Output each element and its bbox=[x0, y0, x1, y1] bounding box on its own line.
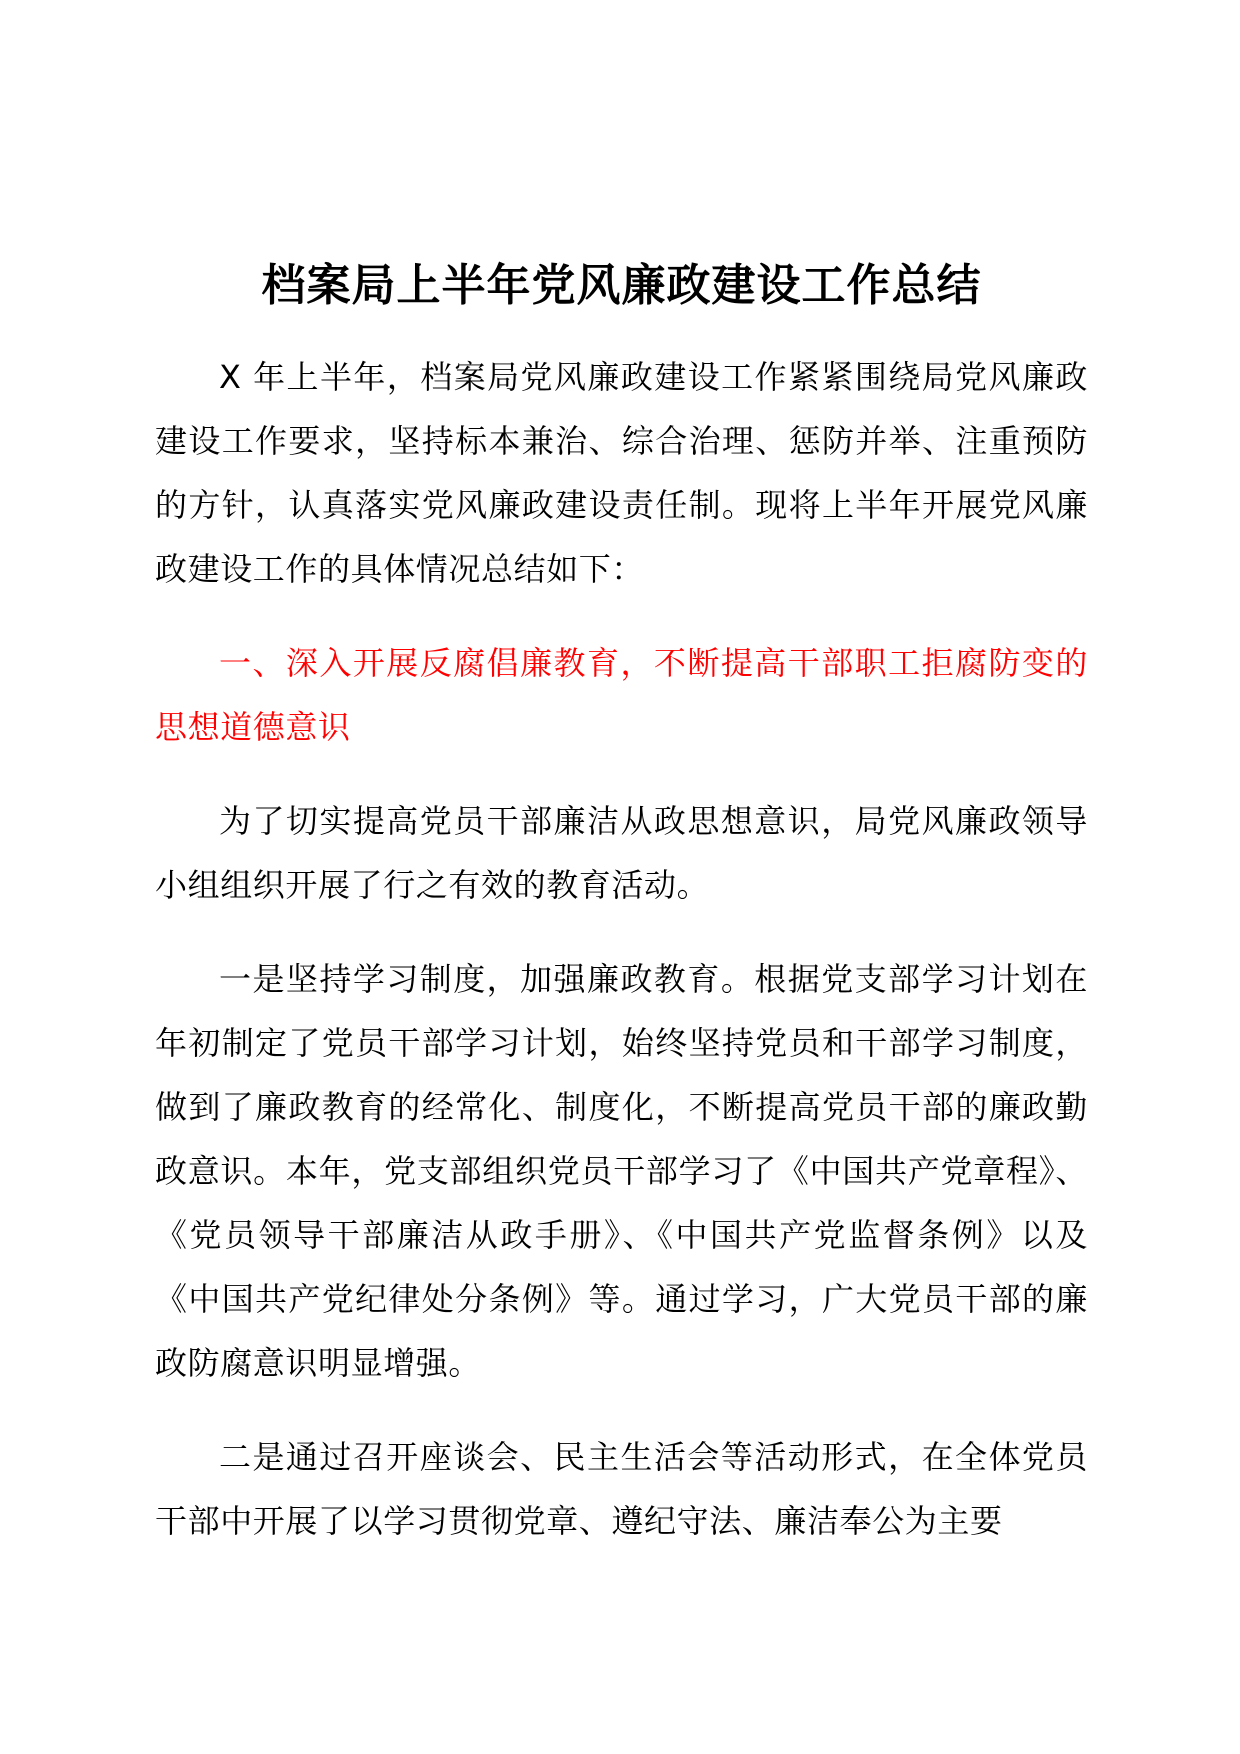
body-paragraph-1: 为了切实提高党员干部廉洁从政思想意识，局党风廉政领导小组组织开展了行之有效的教育活动。 bbox=[155, 802, 1088, 904]
intro-paragraph: X 年上半年，档案局党风廉政建设工作紧紧围绕局党风廉政建设工作要求，坚持标本兼治、综合治理、惩防并举、注重预防的方针，认真落实党风廉政建设责任制。现将上半年开展党风廉政建设工作的具体情况总结如下： bbox=[155, 358, 1088, 588]
body-paragraph-2: 一是坚持学习制度，加强廉政教育。根据党支部学习计划在年初制定了党员干部学习计划，始终坚持党员和干部学习制度，做到了廉政教育的经常化、制度化，不断提高党员干部的廉政勤政意识。本年，党支部组织党员干部学习了《中国共产党章程》、《党员领导干部廉洁从政手册》、《中国共产党监督条例》以及《中国共产党纪律处分条例》等。通过学习，广大党员干部的廉政防腐意识明显增强。 bbox=[155, 960, 1088, 1382]
section-heading-1: 一、深入开展反腐倡廉教育，不断提高干部职工拒腐防变的思想道德意识 bbox=[155, 644, 1088, 746]
body-paragraph-3: 二是通过召开座谈会、民主生活会等活动形式，在全体党员干部中开展了以学习贯彻党章、遵纪守法、廉洁奉公为主要 bbox=[155, 1438, 1088, 1540]
document-title: 档案局上半年党风廉政建设工作总结 bbox=[261, 260, 982, 311]
